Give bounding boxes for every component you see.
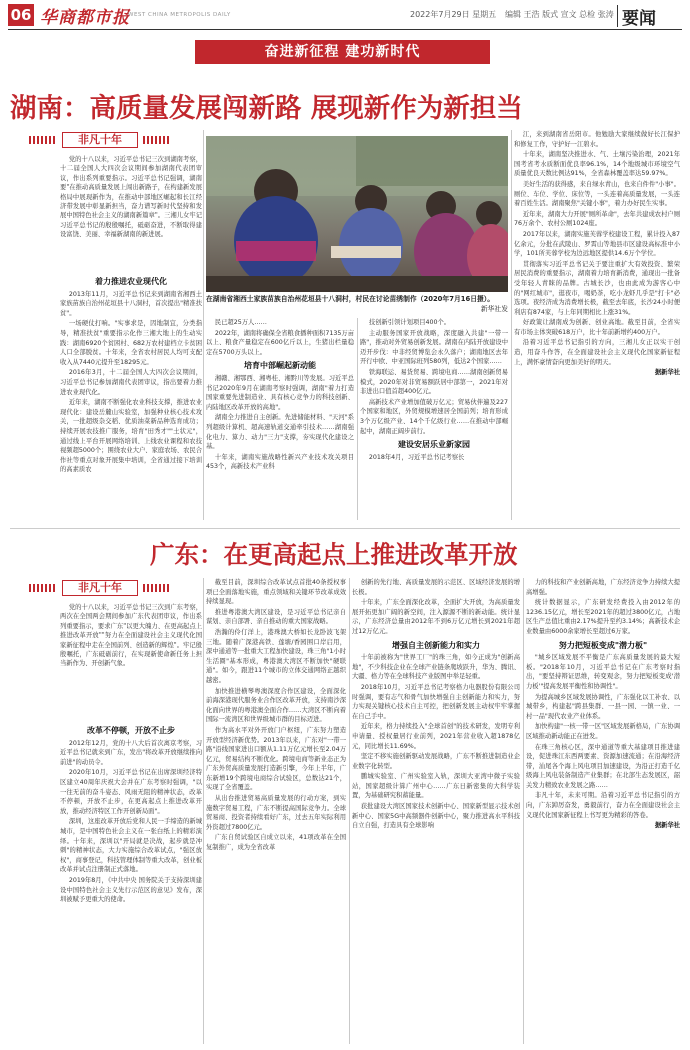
issue-date: 2022年7月29日 星期五 [410, 10, 497, 19]
hunan-subhead-3: 建设安居乐业新家园 [398, 440, 470, 450]
guangdong-subhead-3: 努力把短板变成"潜力板" [558, 640, 648, 650]
column-rule [523, 578, 524, 1044]
guangdong-subhead-1: 改革不停顿，开放不止步 [87, 726, 175, 735]
guangdong-column-1: 改革不停顿，开放不止步 2012年12月，党的十八大后首次离京考察，习近平总书记就来到广东，发出"将改革开放继续推向前进"的动员令。 2020年10月，习近平总书记在出席深圳经济特区建立40周年庆祝大会并在广东考察时强调，"以一往无前的奋斗姿态、风雨无阻的精神状态，改革不停顿，开放不止步，在更高起点上推进改革开放，推动经济特区工作开创新局面"。 深圳，这座改革开放后党和人民一手缔造的新城城市，是中国特色社会主义在一张白纸上的精彩演绎。十年来，深圳以"开局就是决战，起步就是冲刺"的精神状态，大力实施综合改革试点，"强区放权"，商事登记，科技管理体制等重大改革，创业板改革并试点注册制正式落地。 2019年8月，《中共中央 国务院关于支持深圳建设中国特色社会主义先行示范区的意见》发布，深圳被赋予更重大的使命。 [60, 726, 202, 904]
column-rule [203, 130, 204, 520]
guangdong-column-4: 力的科技和产业创新高地，广东经济竞争力持续大提高增强。 统计数据显示，广东研发经费投入由2012年的1236.15亿元，增长至2021年的超过3800亿元，占地区生产总值比重由2.17%提升至约3.14%；高新技术企业数量由6000余家增长至超过6万家。 努力把短板变成"潜力板" "城乡区域发展不平衡是广东高质量发展的最大短板。"2018年10月，习近平总书记在广东考察时指出，"要坚持辩证思维，转变观念，努力把短板变成'潜力板'"提高发展平衡性和协调性"。 为提高城乡区域发展协调性，广东强化以工补农、以城带乡，构建起"跨县集群、一县一园、一镇一业、一村一品"现代农业产业体系。 加快构建"一核一带一区"区域发展新格局，广东协调区域推动新动能正在迸发。 在珠三角核心区，深中通道等重大基建项目推进建设，促进珠江东西两要素、资源加速流通；在沿海经济带，汕尾各个海上风电项目加速建设，为沿正打造千亿级海上风电装备制造产业集群；在北部生态发展区，韶关发力精致农业发展之路…… 非凡十年，未来可期。沿着习近平总书记指引的方向，广东踔厉奋发，勇毅前行，奋力在全面建设社会主义现代化国家新征程上书写更为精彩的答卷。 据新华社 [526, 579, 680, 830]
hunan-photo [206, 136, 508, 292]
hunan-intro: 党的十八以来，习近平总书记三次到湖南考察，十二届全国人大四次会议期间参加湖南代表团审议，作出系列重要指示。习近平总书记强调，湖南要"在推动高质量发展上闯出新路子，在构建新发展格局中展现新作为，在推动中部地区崛起和长江经济带发展中彰显新担当，奋力谱写新时代坚持和发展中国特色社会主义的湖南新篇章"。三湘儿女牢记习近平总书记的殷殷嘱托，砥砺奋进，不断取得建设富饶、美丽、幸福新湖南的新进展。 [60, 156, 202, 239]
hunan-credit: 据新华社 [654, 369, 680, 377]
hunan-column-1: 着力推进农业现代化 2013年11月，习近平总书记来到湖南省湘西土家族苗族自治州花垣县十八洞村，首次提出"精准扶贫"。 一场硬仗打响。"实事求是，因地制宜，分类指导，精准扶贫"重要指示化作三湘大地上的生动实践：湖南6920个贫困村、682万农村建档立卡贫困人口全部脱贫。十年来，全省农村居民人均可支配收入从7440元提升至18295元。 2016年3月，十二届全国人大四次会议期间，习近平总书记参加湖南代表团审议，指出要着力推进农业现代化。 近年来，湖南不断强化农业科技支撑，推进农业现代化：建设岳麓山实验室，加强种业核心技术攻关，一批超级杂交稻、优质油菜新品种选育成功；持续开展农技推广服务，培育"田秀才""土状元"，通过线上平台开展网络培训、上线农业课程和农技视频超5000个；围绕农业大户、家庭农场、农民合作社等重点对象开展集中培训，全省通过接下培训的高素质农 [60, 277, 202, 474]
theme-banner-text: 奋进新征程 建功新时代 [264, 44, 421, 60]
guangdong-column-2: 截至目前，深圳综合改革试点首批40条授权事项已全面落地实施，重点领域和关键环节改革成效持续显现。 推进粤港澳大湾区建设，是习近平总书记亲自谋划、亲自部署、亲自推动的重大国家战略。 浩瀚的伶仃洋上，港珠澳大桥如长龙卧波飞架三地。随着广深港高铁、莲塘/香园围口岸启用，深中通道等一批重大工程加快建设，珠三角"1小时生活圈"基本形成，粤港澳大湾区不断加快"硬联通"。如今，跟进11个城市的立体交通网络正越织越密。 加快推进横琴粤澳深度合作区建设，全面深化前海深港现代服务业合作区改革开放，支持南沙深化面向世界的粤港澳全面合作……大湾区不断向着国际一流湾区和世界级城市群的目标迈进。 作为高水平对外开放门户枢纽，广东努力塑造开放型经济新优势。2013年以来，广东对"一带一路"沿线国家进出口额从1.11万亿元增长至2.04万亿元，贸易结构不断优化。跨境电商等新业态正为广东外贸高质量发展打造新引擎，今年上半年，广东新增19个跨境电商综合试验区，总数达21个，实现了全省覆盖。 从出台推进贸易高质量发展的行动方案，到实施数字贸易工程，广东不断提高国际竞争力。全球贸易商、投资者持续看好广东，过去五年实际利用外资超过7800亿元。 广东自贸试验区自成立以来，41项改革在全国复制推广，成为全省改革 [206, 579, 346, 852]
hunan-column-4: 江，来到湖南省岳阳市。他勉励大家继续做好长江保护和修复工作，守护好一江碧水。 十年来，湖南坚决推进水、气、土壤污染治理，2021年国考省考水质断面优良率96.1%，14个地级城市环境空气质量优良天数比例达91%，全省森林覆盖率达59.97%。 美好生活的获得感，来自绿水青山，也来自件件"小事"。厕位、车位、学位、床位等，一头连着高质量发展，一头连着百姓生活。湖南聚焦"关键小事"，着力办好民生实事。 近年来，湖南大力开展"厕所革命"，去年共建成农村户厕76万余个、农村公厕1024座。 2017年以来，湖南实施芙蓉学校建设工程，累计投入87亿余元，分批在武陵山、罗霄山等地县市区建设高标准中小学，101所芙蓉学校为边远地区提供14.6万个学位。 贯彻落实习近平总书记关于要注重扩大有效投资、繁荣居民消费的重要指示，湖南着力培育新消费，通现出一批备受年轻人青睐的品牌。古城长沙，也由此成为游客心中的"网红城市"，逛夜市，喝奶茶，吃小龙虾几乎是"打卡"必选项。夜经济成为消费增长极，截至去年底，长沙24小时便利店有874家，与上年同期相比上涨31%。 好政策让湖南成为创新、创业高地。截至目前，全省实有市场主体突破618万户，比十年前新增约400万户。 沿着习近平总书记指引的方向，三湘儿女正以实干创造，用奋斗作答，在全面建设社会主义现代化国家新征程上，满怀豪情奋向更加美好的明天。 据新华社 [514, 131, 680, 377]
hunan-column-3: 技创新引领计划项目400个。 主动服务国家开放战略，深度融入共建"一带一路"，推动对外贸易创新发展。湖南在内陆开放建设中迈开步伐：中非经贸博览会永久落户；湖南地区去年开行中欧、中亚国际班列580列，低达2个国家…… 铁海联运、易货贸易、跨境电商……湖南创新贸易模式，2020年对非贸易额跃居中部第一，2021年对非进出口值首超400亿元。 高新技术产业增加值破万亿元；贸易伙伴遍及227个国家和地区，外贸规模增速居全国前列；培育形成3个万亿级产业、14个千亿级行业……在推动中部崛起中，湖南正阔步前行。 建设安居乐业新家园 2018年4月，习近平总书记考察长 [360, 319, 508, 461]
column-rule [203, 578, 204, 1044]
editors-credit: 编辑 王浩 版式 宣文 总检 张涛 [505, 10, 614, 19]
hunan-photo-art [206, 136, 508, 292]
hunan-headline: 湖南：高质量发展闯新路 展现新作为新担当 [10, 93, 523, 124]
newspaper-logo-en: WEST CHINA METROPOLIS DAILY [128, 12, 231, 18]
hunan-subhead-1: 着力推进农业现代化 [95, 277, 167, 286]
guangdong-column-3: 创新的先行地、高质量发展的示范区、区域经济发展的增长极。 十年来，广东全面深化改革，全面扩大开放，为高质量发展开拓更加广阔的新空间，注入源源不断的新动能。统计显示，广东经济总量由2012年不到6万亿元增长到2021年超过12万亿元。 增强自主创新能力和实力 十年前被称为"世界工厂"的珠三角，如今正成为"创新高地"，不少科技企业在全球产业链条爬坡跃升，华为、腾讯、大疆、格力等在全球科技产业版图中举足轻重。 2018年10月，习近平总书记考察格力电器股份有限公司时强调，要有志气和骨气加快增强自主创新能力和实力，努力实现关键核心技术自主可控，把创新发展主动权牢牢掌握在自己手中。 近年来，格力持续投入"全球首创"的技术研发，发明专利申请量、授权量居行业前列，2021年营业收入超1878亿元，同比增长11.69%。 坚定不移实施创新驱动发展战略，广东不断推进制造业企业数字化转型。 鹏城实验室、广州实验室入轨，深圳大亚湾中微子实验站，国家超级计算广州中心……广东日新密集的大科学装置，为基础研究积蓄能量。 获批建设大湾区国家技术创新中心、国家新型显示技术创新中心、国家5G中高频器件创新中心，聚力推进高水平科技自立自强，打造具有全球影响 [352, 579, 520, 830]
column-rule [357, 318, 358, 520]
section-divider-icon [617, 5, 618, 27]
guangdong-section-tag: 非凡十年 [62, 580, 138, 596]
guangdong-headline: 广东：在更高起点上推进改革开放 [150, 540, 518, 569]
guangdong-subhead-2: 增强自主创新能力和实力 [392, 640, 480, 650]
hunan-photo-caption [206, 294, 508, 314]
photo-credit: 新华社发 [480, 305, 508, 313]
section-name: 要闻 [622, 9, 656, 29]
hunan-subhead-2: 培育中部崛起新动能 [244, 361, 316, 371]
guangdong-intro: 党的十八以来，习近平总书记三次到广东考察，两次在全国两会期间参加广东代表团审议，作出系列重要指示，要求广东"以更大魄力、在更高起点上推进改革开放""努力在全面建设社会主义现代化国家新征程中走在全国前列、创造新的辉煌"。牢记殷殷嘱托，广东砥砺前行，在实现新使命新任务上担当新作为、开创新气象。 [60, 604, 202, 668]
section-separator [10, 528, 680, 529]
newspaper-logo: 华商都市报 [40, 8, 130, 28]
header-rule [8, 29, 682, 30]
hunan-column-2: 民已超25万人…… 2022年，湖南将确保全省粮食播种面积7135万亩以上、粮食产量稳定在600亿斤以上，生猪出栏量稳定在5700万头以上。 培育中部崛起新动能 湘赣、湘鄂西、湘粤桂、湘黔川等发展。习近平总书记2020年9月在湖南考察时强调，湖南"着力打造国家重要先进制造业、具有核心竞争力的科技创新、内陆地区改革开放的高地"。 湖南全力推进自主创新。先进储能材料、"天河"系列超级计算机、超高速轨道交通牵引技术……湖南强化电力、算力、动力"三力"支撑，夯实现代化建设之基。 十年来，湖南实施战略性新兴产业技术攻关项目453个，高新技术产业科 [206, 319, 354, 471]
hunan-section-tag: 非凡十年 [62, 132, 138, 148]
column-rule [349, 578, 350, 1044]
photo-caption-text: 在湖南省湘西土家族苗族自治州花垣县十八洞村，村民在讨论苗绣制作（2020年7月16日摄）。 [206, 295, 494, 303]
page-number: 06 [8, 4, 34, 26]
guangdong-credit: 据新华社 [654, 822, 680, 830]
column-rule [511, 130, 512, 520]
